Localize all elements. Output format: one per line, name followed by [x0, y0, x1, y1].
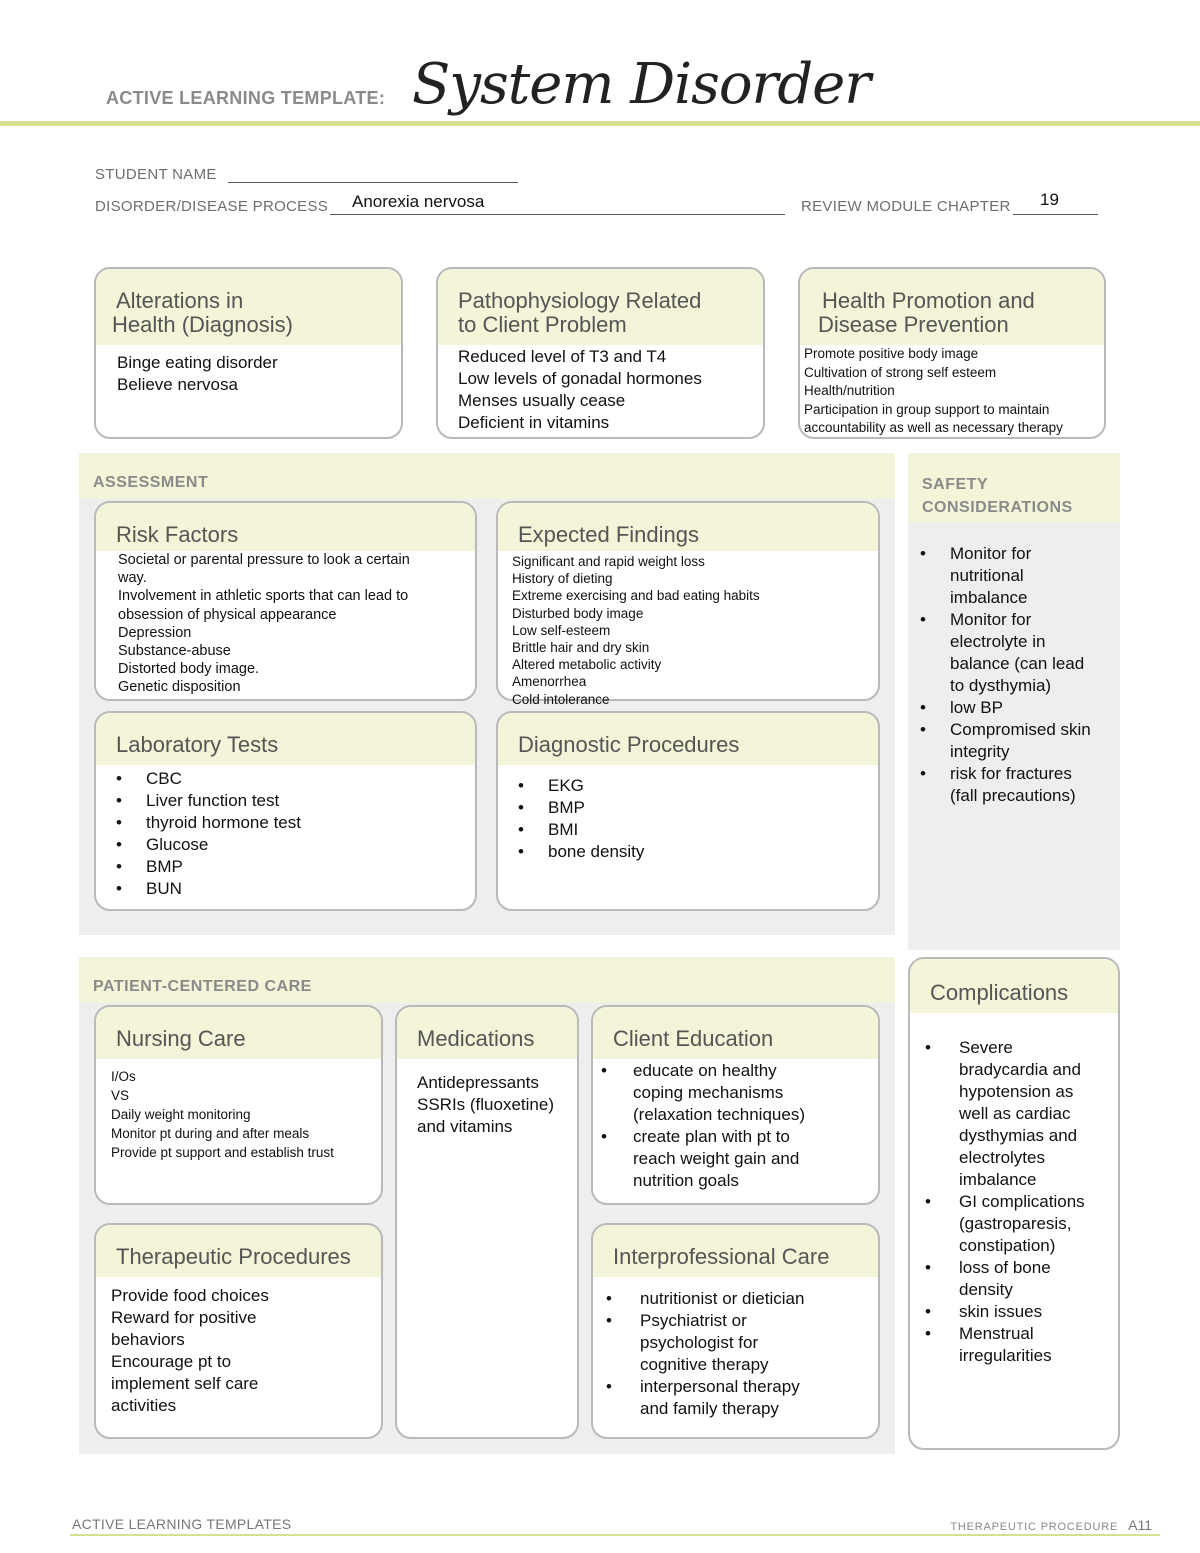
text-line: Health/nutrition: [804, 383, 895, 398]
text-line: integrity: [950, 742, 1010, 761]
expected-findings-content: [498, 551, 878, 708]
text-line: electrolyte in: [950, 632, 1046, 651]
text-line: (fall precautions): [950, 786, 1076, 805]
pathophysiology-title-line: Pathophysiology Related: [458, 288, 702, 313]
text-line: (gastroparesis,: [959, 1214, 1072, 1233]
health-promotion-content: [800, 345, 1104, 438]
health-promotion-box: [798, 267, 1106, 439]
list-item: [925, 1257, 1118, 1301]
list-item: • CBC: [116, 768, 475, 790]
text-line: Monitor pt during and after meals: [111, 1126, 310, 1141]
risk-factors-box: [94, 501, 477, 701]
text-line: irregularities: [959, 1346, 1052, 1365]
text-line: Genetic disposition: [118, 679, 241, 696]
pathophysiology-content: [438, 345, 763, 434]
alterations-title-line: Alterations in: [116, 288, 244, 313]
patient-centered-care-header: [79, 957, 895, 1003]
health-promotion-title-line: Health Promotion and: [822, 288, 1035, 313]
text-line: Brittle hair and dry skin: [512, 640, 650, 656]
page-number: A11: [1128, 1517, 1152, 1533]
disorder-value: Anorexia nervosa: [352, 192, 485, 211]
text-line: Daily weight monitoring: [111, 1107, 251, 1122]
text-line: • create plan with pt to: [633, 1127, 790, 1146]
text-line: Reward for positive: [111, 1308, 257, 1327]
text-line: Promote positive body image: [804, 346, 979, 361]
text-line: well as cardiac: [959, 1104, 1071, 1123]
text-line: Provide food choices: [111, 1286, 269, 1305]
text-line: electrolytes: [959, 1148, 1045, 1167]
list-item: [920, 697, 1120, 719]
text-line: • Psychiatrist or: [640, 1311, 747, 1330]
text-line: constipation): [959, 1236, 1056, 1255]
text-line: activities: [111, 1396, 177, 1415]
patient-centered-care-title: PATIENT-CENTERED CARE: [93, 978, 312, 995]
client-education-list: [593, 1059, 878, 1192]
therapeutic-procedures-box: [94, 1223, 383, 1439]
text-line: Extreme exercising and bad eating habits: [512, 588, 760, 604]
nursing-care-title: Nursing Care: [96, 1007, 381, 1059]
diagnostic-procedures-title: Diagnostic Procedures: [498, 713, 878, 765]
interprofessional-care-title: Interprofessional Care: [593, 1225, 878, 1277]
text-line: obsession of physical appearance: [118, 606, 337, 623]
template-label: ACTIVE LEARNING TEMPLATE:: [106, 88, 386, 108]
list-item: • BMP: [518, 797, 878, 819]
text-line: Binge eating disorder: [117, 353, 278, 372]
text-line: • skin issues: [959, 1302, 1043, 1321]
header-divider: [0, 121, 1200, 126]
text-line: • Monitor for: [950, 610, 1032, 629]
template-title: System Disorder: [412, 52, 871, 117]
text-line: bradycardia and: [959, 1060, 1081, 1079]
text-line: Antidepressants: [417, 1073, 539, 1092]
list-item: • EKG: [518, 775, 878, 797]
text-line: nutritional: [950, 566, 1024, 585]
text-line: Believe nervosa: [117, 375, 238, 394]
text-line: • GI complications: [959, 1192, 1085, 1211]
list-item: [920, 763, 1120, 807]
text-line: Low levels of gonadal hormones: [458, 369, 702, 388]
client-education-box: [591, 1005, 880, 1205]
pathophysiology-box: [436, 267, 765, 439]
text-line: SSRIs (fluoxetine): [417, 1095, 554, 1114]
expected-findings-box: [496, 501, 880, 707]
list-item: [925, 1323, 1118, 1367]
alterations-title: [96, 269, 401, 345]
text-line: and vitamins: [417, 1117, 513, 1136]
list-item: • BMP: [116, 856, 475, 878]
text-line: Altered metabolic activity: [512, 657, 662, 673]
text-line: reach weight gain and: [633, 1149, 800, 1168]
assessment-header: [79, 453, 895, 499]
text-line: accountability as well as necessary therapy: [804, 420, 1063, 435]
list-item: [606, 1376, 878, 1420]
list-item: • BMI: [518, 819, 878, 841]
text-line: density: [959, 1280, 1013, 1299]
complications-box: [908, 957, 1120, 1450]
list-item: • bone density: [518, 841, 878, 863]
nursing-care-content: [96, 1059, 381, 1162]
therapeutic-procedures-content: [96, 1277, 381, 1417]
list-item: [606, 1288, 878, 1310]
footer-label: ACTIVE LEARNING TEMPLATES: [72, 1516, 292, 1532]
chapter-value: 19: [1040, 190, 1059, 209]
health-promotion-title: [800, 269, 1104, 345]
text-line: Involvement in athletic sports that can lead to: [118, 588, 409, 605]
nursing-care-box: [94, 1005, 383, 1205]
medications-box: [395, 1005, 579, 1439]
text-line: cognitive therapy: [640, 1355, 769, 1374]
health-promotion-title-line: Disease Prevention: [818, 312, 1009, 337]
text-line: Cold intolerance: [512, 691, 610, 707]
pathophysiology-title-line: to Client Problem: [458, 312, 627, 337]
list-item: [601, 1126, 878, 1192]
text-line: Significant and rapid weight loss: [512, 554, 705, 569]
text-line: Cultivation of strong self esteem: [804, 364, 997, 380]
list-item: [606, 1310, 878, 1376]
laboratory-tests-list: [96, 765, 475, 900]
text-line: dysthymias and: [959, 1126, 1078, 1145]
text-line: Reduced level of T3 and T4: [458, 347, 667, 366]
text-line: Low self-esteem: [512, 622, 611, 638]
safety-list: [920, 543, 1120, 807]
list-item: • Glucose: [116, 834, 475, 856]
laboratory-tests-title: Laboratory Tests: [96, 713, 475, 765]
safety-header: [908, 453, 1120, 523]
text-line: • educate on healthy: [633, 1061, 777, 1080]
text-line: Participation in group support to maintain: [804, 401, 1050, 417]
safety-panel: [908, 453, 1120, 950]
text-line: nutrition goals: [633, 1171, 739, 1190]
list-item: • Liver function test: [116, 790, 475, 812]
footer-page-info: [950, 1517, 1152, 1533]
text-line: Depression: [118, 624, 192, 641]
footer-divider: [70, 1534, 1160, 1536]
diagnostic-procedures-box: [496, 711, 880, 911]
text-line: way.: [118, 570, 147, 587]
list-item: [920, 719, 1120, 763]
text-line: • Menstrual: [959, 1324, 1034, 1343]
text-line: • interpersonal therapy: [640, 1377, 800, 1396]
text-line: • nutritionist or dietician: [640, 1289, 805, 1308]
list-item: • thyroid hormone test: [116, 812, 475, 834]
text-line: behaviors: [111, 1330, 185, 1349]
therapeutic-procedures-title: Therapeutic Procedures: [96, 1225, 381, 1277]
text-line: balance (can lead: [950, 654, 1085, 673]
text-line: imbalance: [959, 1170, 1037, 1189]
student-name-label: STUDENT NAME: [95, 166, 217, 183]
complications-title: Complications: [910, 959, 1118, 1013]
text-line: coping mechanisms: [633, 1083, 784, 1102]
laboratory-tests-box: [94, 711, 477, 911]
footer-section-label: THERAPEUTIC PROCEDURE: [950, 1521, 1119, 1533]
text-line: to dysthymia): [950, 676, 1052, 695]
text-line: imbalance: [950, 588, 1028, 607]
safety-title-line: SAFETY: [922, 476, 989, 493]
complications-list: [910, 1013, 1118, 1367]
text-line: History of dieting: [512, 571, 613, 587]
student-name-field[interactable]: [228, 167, 518, 183]
medications-title: Medications: [397, 1007, 577, 1059]
list-item: [925, 1191, 1118, 1257]
risk-factors-title: Risk Factors: [96, 503, 475, 551]
text-line: I/Os: [111, 1069, 136, 1084]
interprofessional-care-box: [591, 1223, 880, 1439]
chapter-label: REVIEW MODULE CHAPTER: [801, 198, 1011, 215]
alterations-content: [96, 345, 401, 396]
pathophysiology-title: [438, 269, 763, 345]
text-line: Provide pt support and establish trust: [111, 1145, 334, 1160]
text-line: • Compromised skin: [950, 720, 1091, 739]
text-line: • low BP: [950, 698, 1003, 717]
text-line: hypotension as: [959, 1082, 1074, 1101]
interprofessional-care-list: [593, 1277, 878, 1420]
text-line: psychologist for: [640, 1333, 759, 1352]
alterations-box: [94, 267, 403, 439]
text-line: Deficient in vitamins: [458, 413, 610, 432]
expected-findings-title: Expected Findings: [498, 503, 878, 551]
text-line: • loss of bone: [959, 1258, 1051, 1277]
text-line: VS: [111, 1088, 130, 1103]
assessment-title: ASSESSMENT: [93, 474, 209, 491]
safety-title-line: CONSIDERATIONS: [922, 499, 1073, 516]
medications-content: [397, 1059, 577, 1138]
text-line: Menses usually cease: [458, 391, 626, 410]
list-item: [920, 543, 1120, 609]
diagnostic-procedures-list: [498, 765, 878, 863]
text-line: and family therapy: [640, 1399, 779, 1418]
risk-factors-content: [96, 551, 475, 697]
disorder-label: DISORDER/DISEASE PROCESS: [95, 198, 329, 215]
safety-title: [922, 473, 1073, 519]
text-line: (relaxation techniques): [633, 1105, 805, 1124]
text-line: Amenorrhea: [512, 674, 587, 690]
client-education-title: Client Education: [593, 1007, 878, 1059]
text-line: Societal or parental pressure to look a certain: [118, 552, 410, 568]
list-item: • BUN: [116, 878, 475, 900]
text-line: Encourage pt to: [111, 1352, 232, 1371]
text-line: • Monitor for: [950, 544, 1032, 563]
text-line: • risk for fractures: [950, 764, 1072, 783]
list-item: [601, 1060, 878, 1126]
text-line: implement self care: [111, 1374, 259, 1393]
text-line: Distorted body image.: [118, 661, 260, 678]
alterations-title-line: Health (Diagnosis): [112, 312, 293, 337]
list-item: [925, 1301, 1118, 1323]
list-item: [925, 1037, 1118, 1191]
text-line: • Severe: [959, 1038, 1013, 1057]
text-line: Substance-abuse: [118, 643, 231, 660]
list-item: [920, 609, 1120, 697]
text-line: Disturbed body image: [512, 605, 644, 621]
